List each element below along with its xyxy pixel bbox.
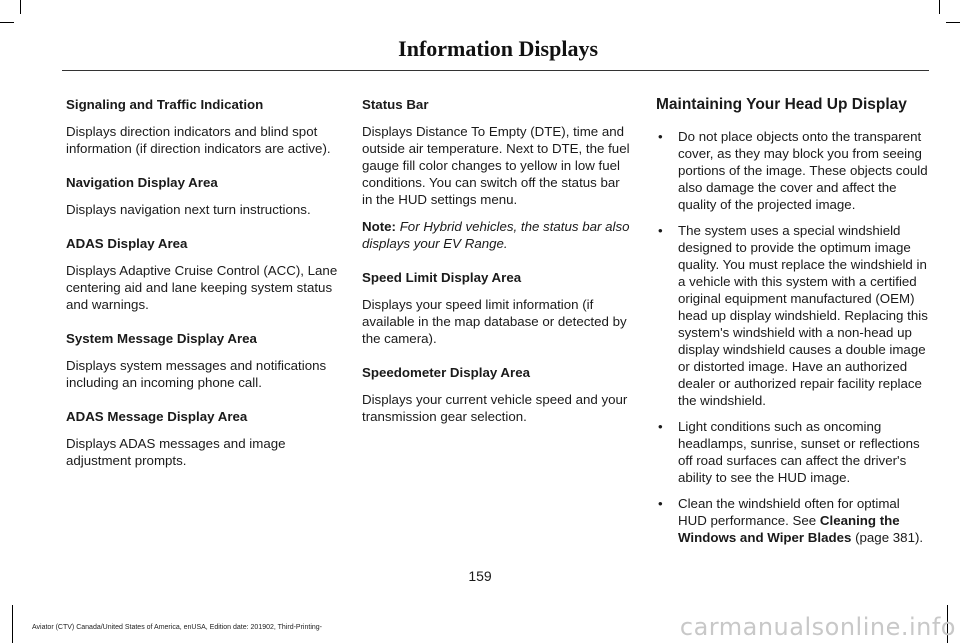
column-middle [362, 96, 632, 442]
list-item [656, 222, 928, 409]
footer-edition-info: Aviator (CTV) Canada/United States of America, enUSA, Edition date: 201902, Third-Printing- [32, 624, 323, 631]
section-body: Displays your speed limit information (if available in the map database or detected by the camera). [362, 297, 627, 346]
section-heading: System Message Display Area [66, 331, 257, 346]
note-label: Note: [362, 219, 396, 234]
page-title: Information Displays [398, 36, 598, 61]
section-heading: ADAS Message Display Area [66, 409, 248, 424]
column-left [66, 96, 338, 486]
page-reference: (page 381). [851, 530, 924, 545]
section-heading: Navigation Display Area [66, 175, 218, 190]
list-item-text: The system uses a special windshield designed to provide the optimum image quality. You must replace the windshield in a vehicle with this system with a certified original equipment manufactured (OEM) head up display windshield. Replacing this system's windshield with a non-head up display windshield causes a double image or distorted image. Have an authorized dealer or authorized repair facility replace the windshield. [678, 223, 928, 408]
crop-mark [0, 22, 14, 23]
crop-mark [939, 0, 940, 14]
section-body: Displays Adaptive Cruise Control (ACC), Lane centering aid and lane keeping system status and warnings. [66, 263, 338, 312]
bullet-icon: • [658, 419, 663, 434]
section-adas-message [66, 408, 338, 469]
section-heading: Speed Limit Display Area [362, 270, 522, 285]
note-text: For Hybrid vehicles, the status bar also displays your EV Range. [362, 219, 630, 251]
list-item-text: Clean the windshield often for optimal HUD performance. See [678, 496, 900, 528]
crop-mark [946, 22, 960, 23]
list-item [656, 128, 928, 213]
section-body: Displays direction indicators and blind spot information (if direction indicators are active). [66, 124, 331, 156]
list-item [656, 495, 928, 546]
section-status-bar [362, 96, 632, 208]
page-number: 159 [468, 568, 492, 584]
crop-mark [20, 0, 21, 14]
section-system-message [66, 330, 338, 391]
bullet-icon: • [658, 496, 663, 511]
section-adas-display [66, 235, 338, 313]
list-item-text: Do not place objects onto the transparent cover, as they may block you from seeing portions of the image. These objects could also damage the cover and affect the quality of the projected image. [678, 129, 928, 212]
cross-reference-link[interactable]: Cleaning the Windows and Wiper Blades [678, 513, 900, 545]
list-item [656, 418, 928, 486]
section-heading: ADAS Display Area [66, 236, 188, 251]
section-body: Displays navigation next turn instructions. [66, 202, 311, 217]
section-heading: Status Bar [362, 97, 429, 112]
section-body: Displays your current vehicle speed and your transmission gear selection. [362, 392, 628, 424]
column-right [656, 96, 928, 555]
section-body: Displays ADAS messages and image adjustment prompts. [66, 436, 286, 468]
list-item-text: Light conditions such as oncoming headlamps, sunrise, sunset or reflections off road surfaces can affect the driver's ability to see the HUD image. [678, 419, 920, 485]
section-body: Displays Distance To Empty (DTE), time and outside air temperature. Next to DTE, the fuel gauge fill color changes to yellow in low fuel conditions. You can switch off the status bar in the HUD settings menu. [362, 124, 630, 207]
note [362, 218, 632, 252]
section-heading: Speedometer Display Area [362, 365, 531, 380]
crop-mark [12, 605, 13, 643]
bullet-icon: • [658, 223, 663, 238]
section-heading: Signaling and Traffic Indication [66, 97, 264, 112]
bullet-icon: • [658, 129, 663, 144]
section-signaling [66, 96, 338, 157]
watermark: carmanualsonline.info [679, 613, 956, 641]
bullet-list [656, 128, 928, 546]
section-navigation [66, 174, 338, 218]
section-speed-limit [362, 269, 632, 347]
section-speedometer [362, 364, 632, 425]
header-divider [62, 70, 929, 71]
section-title-maintaining-hud: Maintaining Your Head Up Display [656, 96, 907, 113]
section-body: Displays system messages and notifications including an incoming phone call. [66, 358, 327, 390]
